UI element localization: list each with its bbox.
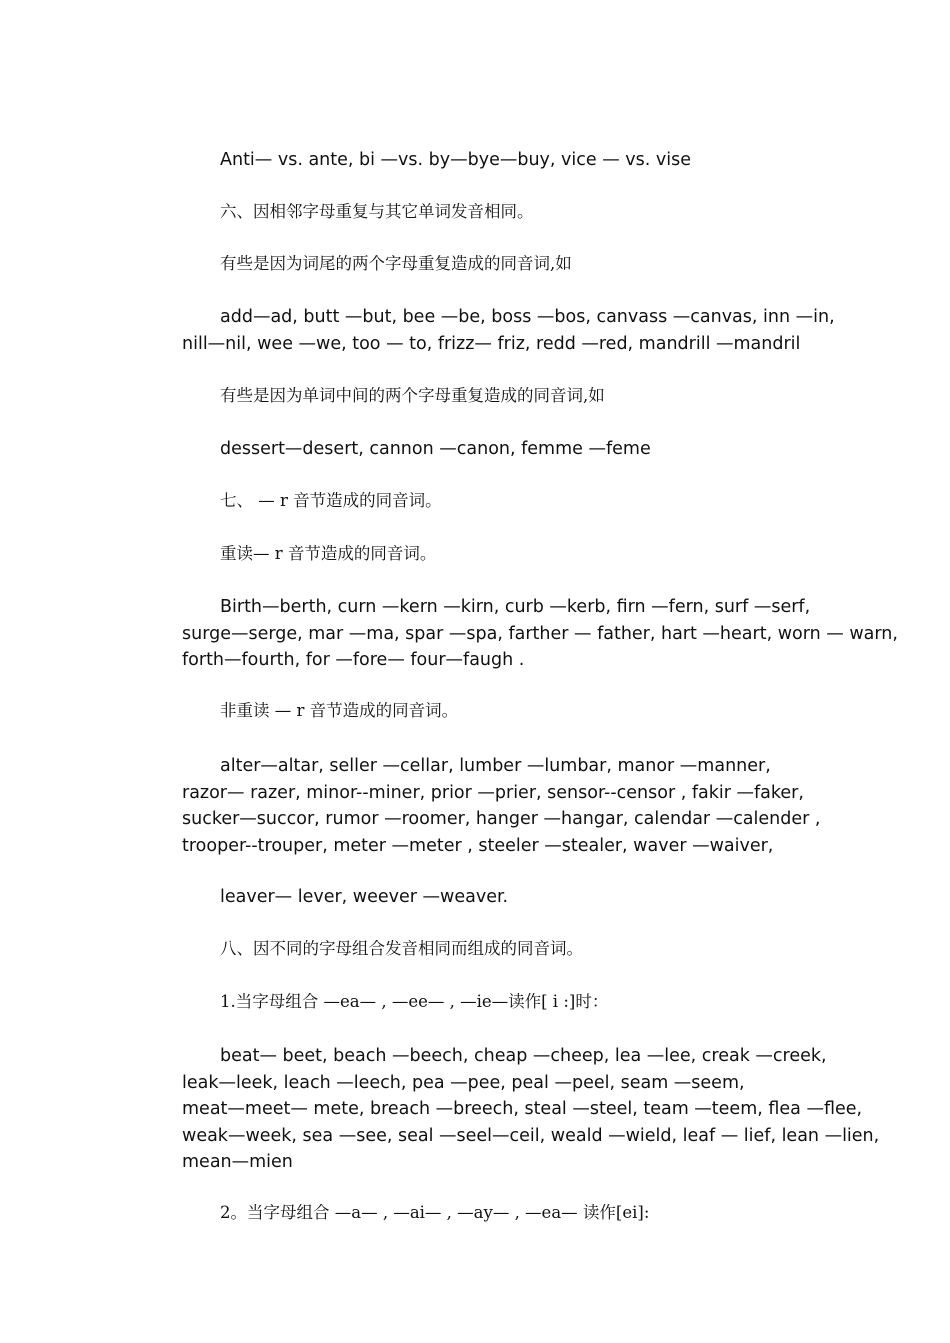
paragraph-unstressed-r-continued	[144, 884, 884, 911]
text-line: 2。当字母组合 —a— , —ai— , —ay— , —ea— 读作[ei]:	[220, 1203, 650, 1222]
text-line: dessert—desert, cannon —canon, femme —feme	[220, 439, 651, 459]
text-line: weak—week, sea —see, seal —seel—ceil, weald —wield, leaf — lief, lean —lien,	[182, 1125, 880, 1146]
text-line: nill—nil, wee —we, too — to, frizz— friz, redd —red, mandrill —mandril	[182, 333, 801, 354]
text-line: 1.当字母组合 —ea— , —ee— , —ie—读作[ i :]时：	[220, 992, 609, 1011]
text-line: 八、因不同的字母组合发音相同而组成的同音词。	[220, 939, 583, 958]
paragraph-end-double-examples	[144, 304, 884, 357]
text-line: beat— beet, beach —beech, cheap —cheep, lea —lee, creak —creek,	[220, 1046, 827, 1066]
section-heading-eight	[144, 936, 884, 963]
subheading-ei-sound	[144, 1200, 884, 1227]
text-line: meat—meet— mete, breach —breech, steal —steel, team —teem, flea —flee,	[182, 1099, 863, 1119]
subheading-unstressed-r	[144, 698, 884, 725]
text-line: 有些是因为单词中间的两个字母重复造成的同音词,如	[220, 386, 605, 405]
subheading-stressed-r	[144, 541, 884, 568]
text-line: alter—altar, seller —cellar, lumber —lumbar, manor —manner,	[220, 756, 771, 776]
text-line: forth—fourth, for —fore— four—faugh .	[182, 650, 525, 670]
section-heading-six	[144, 199, 884, 226]
subheading-ee-sound	[144, 989, 884, 1016]
paragraph-intro-middle-double	[144, 383, 884, 410]
text-line: leak—leek, leach —leech, pea —pee, peal —peel, seam —seem,	[182, 1072, 745, 1093]
text-line: add—ad, butt —but, bee —be, boss —bos, canvass —canvas, inn —in,	[220, 307, 835, 327]
text-line: surge—serge, mar —ma, spar —spa, farther — father, hart —heart, worn — warn,	[182, 623, 898, 644]
paragraph-intro-end-double	[144, 251, 884, 278]
text-line: leaver— lever, weever —weaver.	[220, 887, 509, 907]
text-line: Anti— vs. ante, bi —vs. by—bye—buy, vice — vs. vise	[220, 150, 691, 170]
text-line: 六、因相邻字母重复与其它单词发音相同。	[220, 202, 534, 221]
paragraph-ee-sound-examples	[144, 1043, 884, 1176]
text-line: 有些是因为词尾的两个字母重复造成的同音词,如	[220, 254, 572, 273]
text-line: razor— razer, minor--miner, prior —prier, sensor--censor , fakir —faker,	[182, 782, 804, 803]
text-line: mean—mien	[182, 1152, 293, 1172]
section-heading-seven	[144, 488, 884, 515]
paragraph-prefix-homophones	[144, 147, 884, 174]
text-line: sucker—succor, rumor —roomer, hanger —hangar, calendar —calender ,	[182, 809, 821, 829]
paragraph-unstressed-r-examples	[144, 753, 884, 859]
text-line: trooper--trouper, meter —meter , steeler —stealer, waver —waiver,	[182, 835, 774, 856]
text-line: 重读— r 音节造成的同音词。	[220, 544, 437, 563]
text-line: 非重读 — r 音节造成的同音词。	[220, 701, 459, 720]
paragraph-middle-double-examples	[144, 436, 884, 463]
paragraph-stressed-r-examples	[144, 594, 898, 674]
text-line: Birth—berth, curn —kern —kirn, curb —kerb, firn —fern, surf —serf,	[220, 597, 811, 617]
text-line: 七、 — r 音节造成的同音词。	[220, 491, 442, 510]
